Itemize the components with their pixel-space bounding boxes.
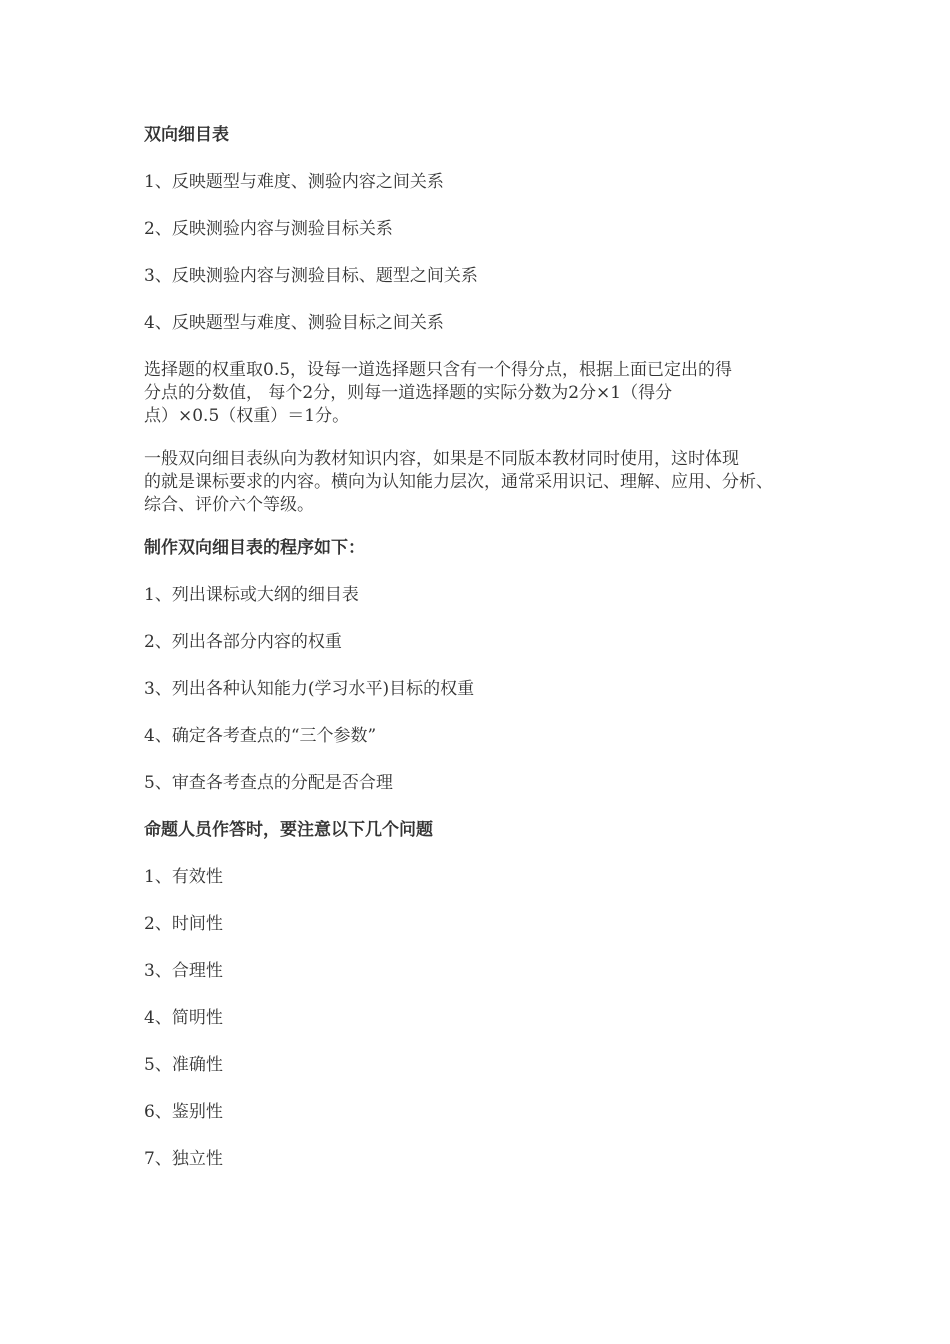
list-item: 3、反映测验内容与测验目标、题型之间关系 [144, 266, 478, 286]
paragraph-line: 点）×0.5（权重）＝1分。 [144, 406, 350, 426]
paragraph-table-structure [144, 448, 810, 517]
section-title-procedure: 制作双向细目表的程序如下： [144, 538, 365, 558]
list-item: 3、列出各种认知能力(学习水平)目标的权重 [144, 679, 475, 699]
list-item: 1、列出课标或大纲的细目表 [144, 585, 359, 605]
list-item: 2、反映测验内容与测验目标关系 [144, 219, 393, 239]
paragraph-line: 分点的分数值， 每个2分，则每一道选择题的实际分数为2分×1（得分 [144, 383, 673, 403]
list-item: 4、反映题型与难度、测验目标之间关系 [144, 313, 444, 333]
list-item: 2、列出各部分内容的权重 [144, 632, 342, 652]
section-title-two-way-table: 双向细目表 [144, 125, 229, 145]
list-item: 2、时间性 [144, 914, 223, 934]
paragraph-line: 综合、评价六个等级。 [144, 495, 314, 515]
paragraph-choice-weight [144, 359, 810, 428]
paragraph-line: 的就是课标要求的内容。横向为认知能力层次，通常采用识记、理解、应用、分析、 [144, 472, 773, 492]
list-item: 4、简明性 [144, 1008, 223, 1028]
list-item: 7、独立性 [144, 1149, 223, 1169]
document-body [144, 124, 810, 1171]
list-item: 5、准确性 [144, 1055, 223, 1075]
paragraph-line: 选择题的权重取0.5，设每一道选择题只含有一个得分点，根据上面已定出的得 [144, 360, 733, 380]
list-item: 1、反映题型与难度、测验内容之间关系 [144, 172, 444, 192]
list-item: 1、有效性 [144, 867, 223, 887]
list-item: 6、鉴别性 [144, 1102, 223, 1122]
list-item: 3、合理性 [144, 961, 223, 981]
list-item: 4、确定各考查点的“三个参数” [144, 726, 377, 746]
section-title-notes: 命题人员作答时，要注意以下几个问题 [144, 820, 433, 840]
paragraph-line: 一般双向细目表纵向为教材知识内容，如果是不同版本教材同时使用，这时体现 [144, 449, 739, 469]
list-item: 5、审查各考查点的分配是否合理 [144, 773, 393, 793]
